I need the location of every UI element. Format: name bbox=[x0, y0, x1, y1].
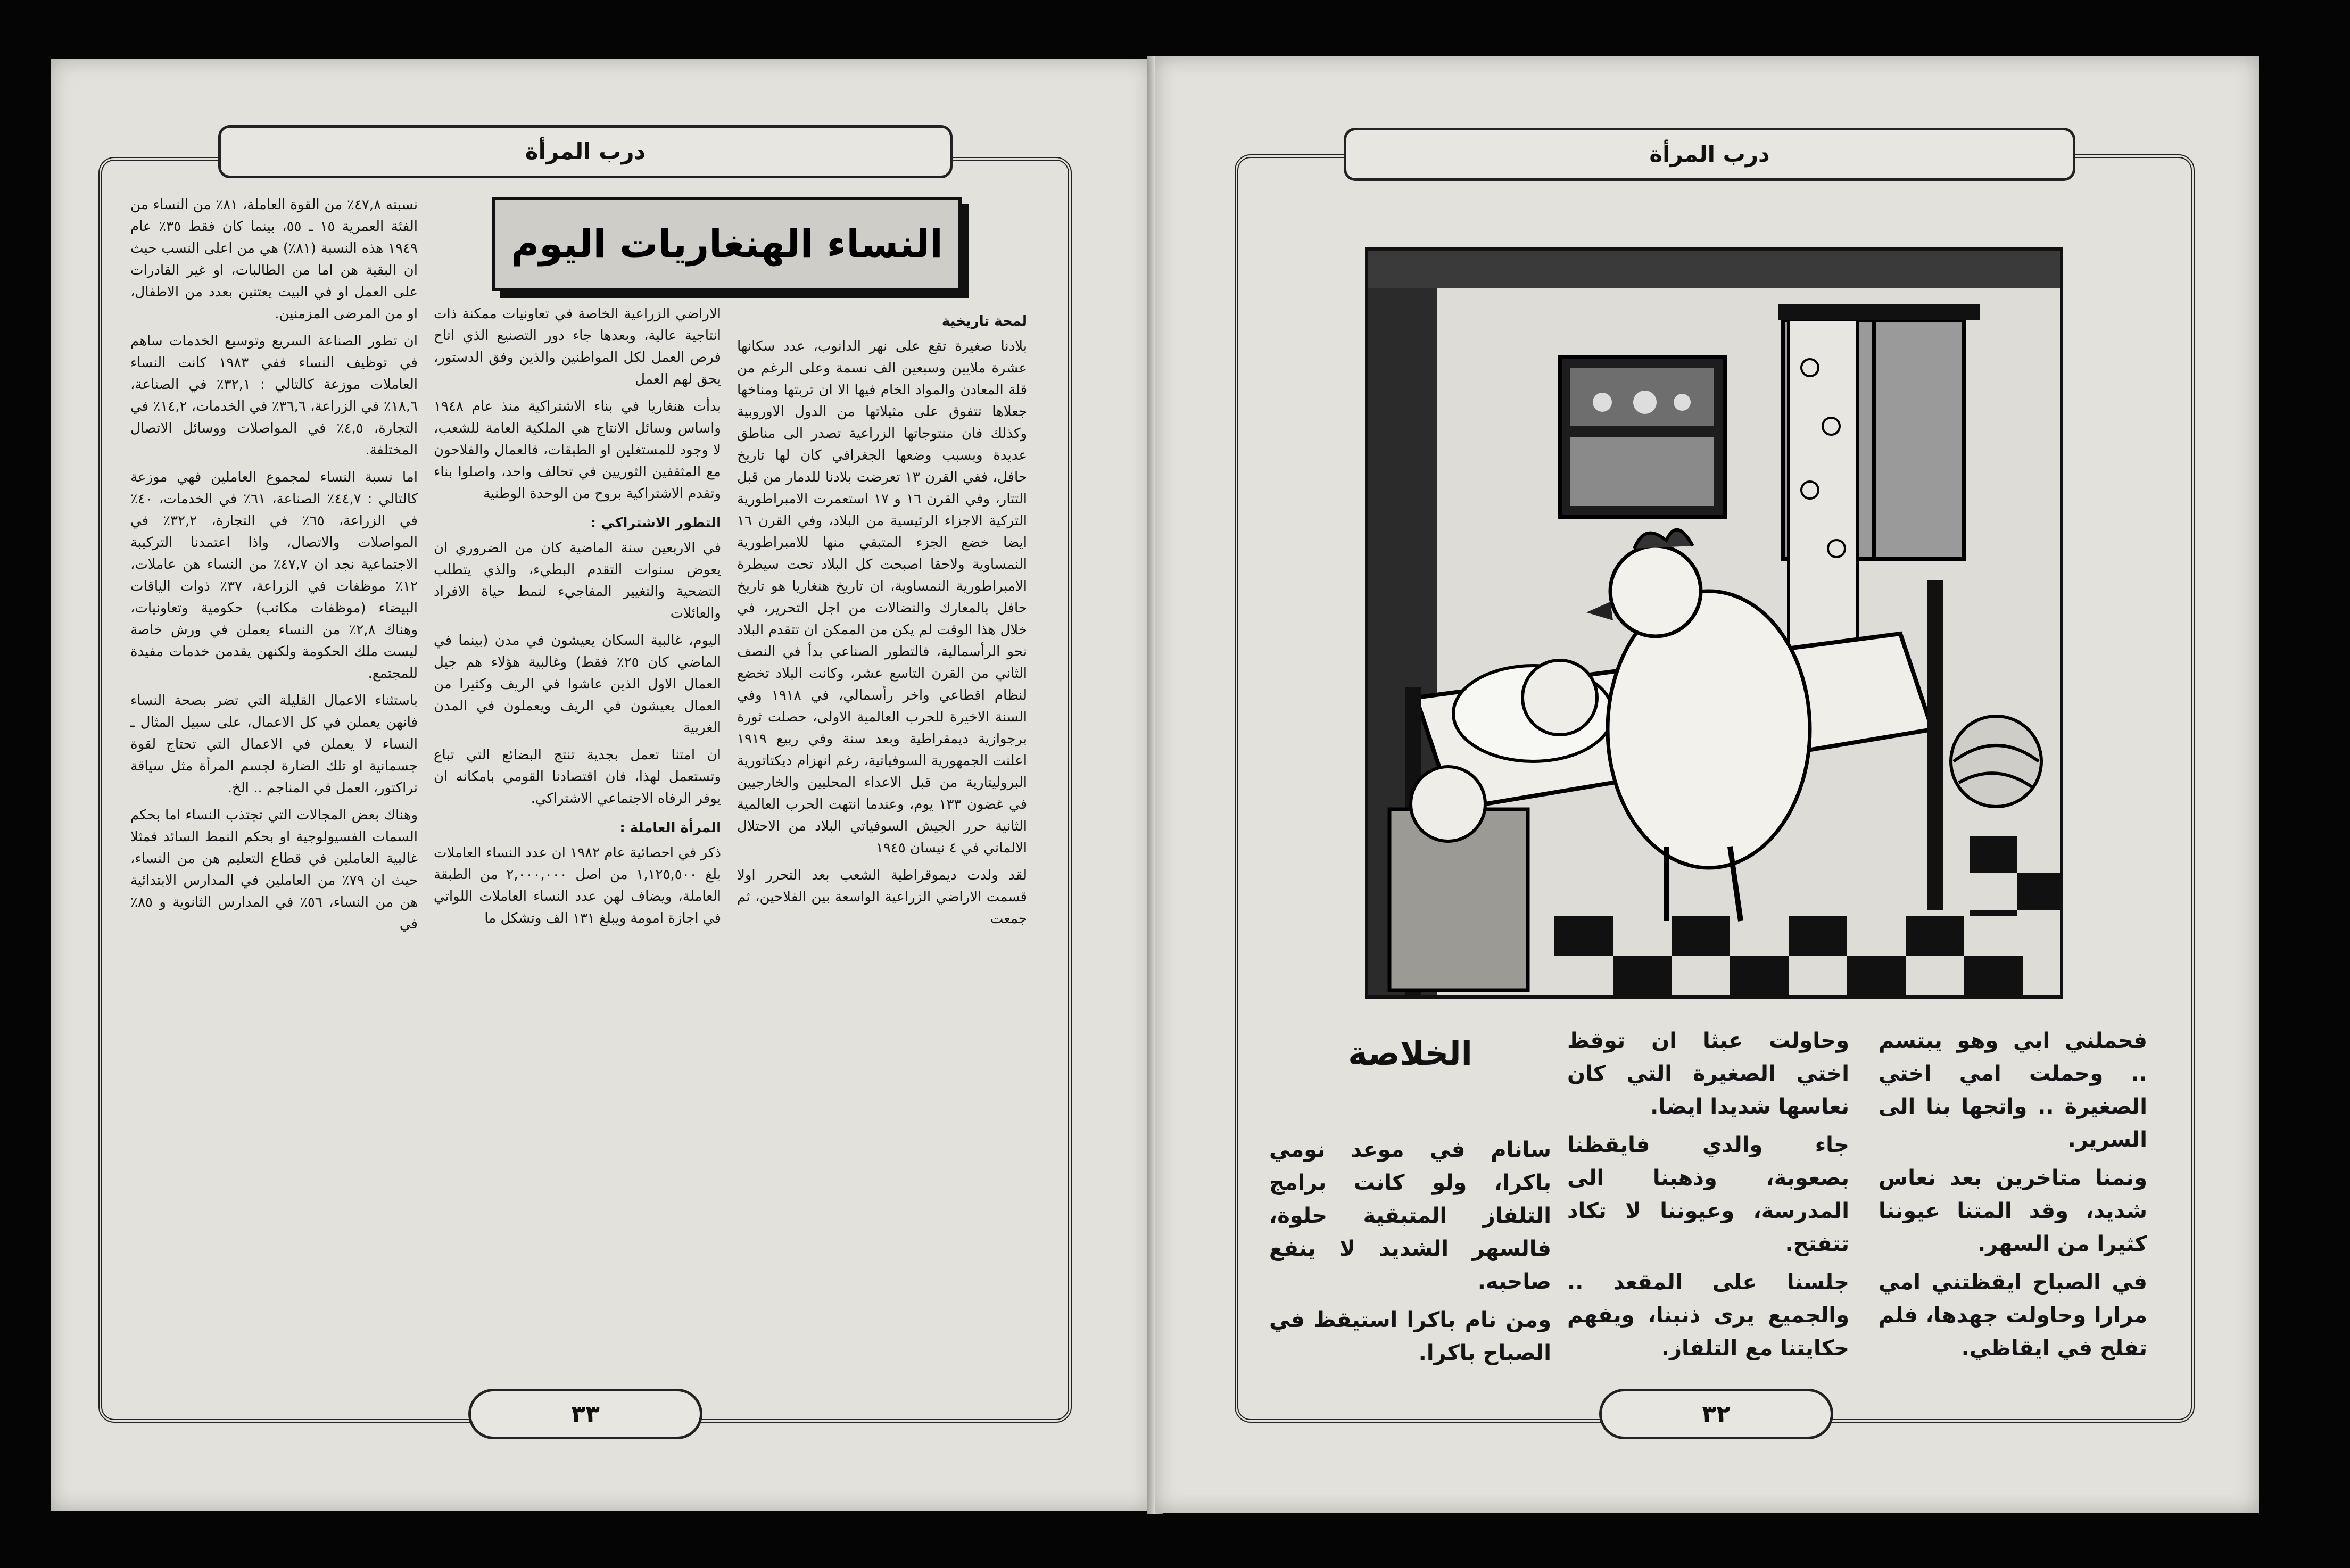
paragraph: وهناك بعض المجالات التي تجتذب النساء اما بحكم السمات الفسيولوجية او بحكم النمط السائد فمثلا غالبية العاملين في قطاع التعليم هن من النساء، حيث ان ٧٩٪ من العاملين في المدارس الابتدائية هن من النساء، ٥٦٪ في المدارس الثانوية و ٨٥٪ في bbox=[130, 807, 418, 932]
left-page-column-middle bbox=[434, 303, 721, 1383]
left-page-footer bbox=[468, 1389, 702, 1439]
paragraph: بلادنا صغيرة تقع على نهر الدانوب، عدد سكانها عشرة ملايين وسبعين الف نسمة وعلى الرغم من قلة المعادن والمواد الخام فيها الا ان تربتها ومناخها جعلاها تتفوق على مثيلاتها من الدول الاوروبية وكذلك فان منتوجاتها الزراعية تصدر الى مناطق عديدة وبسبب وضعها الجغرافي كان لها تاريخ حافل، ففي القرن ١٣ تعرضت بلادنا للدمار من قبل التتار، وفي القرن ١٦ و ١٧ استعمرت الامبراطورية التركية الاجزاء الرئيسية من البلاد، وفي القرن ١٦ ايضا خضع الجزء المتبقي منها للامبراطورية النمساوية ولاحقا اصبحت كل البلاد تحت سيطرة الامبراطورية النمساوية، ان تاريخ هنغاريا هو تاريخ حافل بالمعارك والنضالات من اجل التحرير، في خلال هذا الوقت لم يكن من الممكن ان تتقدم البلاد نحو الرأسمالية، فالتطور الصناعي بدأ في النصف الثاني من القرن التاسع عشر، وكانت البلاد تخضع لنظام اقطاعي واخر رأسمالي، في ١٩١٨ وفي السنة الاخيرة للحرب العالمية الاولى، حصلت ثورة برجوازية ديمقراطية وبعد سنة وفي ربيع ١٩١٩ اعلنت الجمهورية السوفياتية، رغم انهزام ديكتاتورية البروليتارية من قبل الاعداء المحليين والخارجيين في غضون ١٣٣ يوم، وعندما انتهت الحرب العالمية الثانية حرر الجيش السوفياتي البلاد من الاحتلال الالماني في ٤ نيسان ١٩٤٥ bbox=[737, 338, 1028, 856]
paragraph: لقد ولدت ديموقراطية الشعب بعد التحرر اولا قسمت الاراضي الزراعية الواسعة بين الفلاحين، ثم جمعت bbox=[737, 867, 1027, 927]
right-page-header bbox=[1344, 128, 2075, 181]
section-heading: التطور الاشتراكي : bbox=[590, 515, 721, 531]
child-sleeping-rooster-illustration bbox=[1365, 247, 2063, 999]
left-page-header bbox=[218, 125, 953, 178]
paragraph: سانام في موعد نومي باكرا، ولو كانت برامج التلفاز المتبقية حلوة، فالسهر الشديد لا ينفع صاحبه. bbox=[1269, 1138, 1551, 1294]
paragraph: فحملني ابي وهو يبتسم .. وحملت امي اختي الصغيرة .. واتجها بنا الى السرير. bbox=[1879, 1028, 2147, 1152]
right-page-number: ٣٢ bbox=[1702, 1400, 1731, 1428]
section-heading: المرأة العاملة : bbox=[619, 820, 721, 836]
paragraph: في الصباح ايقظتني امي مرارا وحاولت جهدها، فلم تفلح في ايقاظي. bbox=[1879, 1270, 2147, 1360]
left-page-column-left bbox=[130, 194, 418, 1383]
section-heading: لمحة تاريخية bbox=[941, 313, 1027, 329]
paragraph: ان تطور الصناعة السريع وتوسيع الخدمات ساهم في توظيف النساء ففي ١٩٨٣ كانت النساء العاملات موزعة كالتالي : ٣٢,١٪ في الصناعة، ١٨,٦٪ في الزراعة، ٣٦,٦٪ في الخدمات، ١٤,٢٪ في التجارة، ٤,٥٪ في المواصلات ووسائل الاتصال المختلفة. bbox=[130, 333, 418, 458]
paragraph: ونمنا متاخرين بعد نعاس شديد، وقد المتنا عيوننا كثيرا من السهر. bbox=[1879, 1166, 2147, 1256]
paragraph: بدأت هنغاريا في بناء الاشتراكية منذ عام ١٩٤٨ واساس وسائل الانتاج هي الملكية العامة للشعب، لا وجود للمستغلين او الطبقات، فالعمال والفلاحون مع المثقفين الثوريين في تحالف واحد، واصلوا بناء وتقدم الاشتراكية بروح من الوحدة الوطنية bbox=[434, 399, 721, 502]
right-page-column-right bbox=[1879, 1024, 2147, 1375]
article-title: النساء الهنغاريات اليوم bbox=[511, 221, 943, 266]
left-header-text: درب المرأة bbox=[525, 138, 646, 164]
summary-heading-text: الخلاصة bbox=[1348, 1034, 1472, 1073]
paragraph: جلسنا على المقعد .. والجميع يرى ذنبنا، ويفهم حكايتنا مع التلفاز. bbox=[1567, 1270, 1849, 1360]
paragraph: اليوم، غالبية السكان يعيشون في مدن (بينما في الماضي كان ٢٥٪ فقط) وغالبية هؤلاء هم جيل العمال الاول الذين عاشوا في الريف وكثيرا من العمال يعيشون في الريف ويعملون في المدن الغربية bbox=[434, 633, 721, 736]
paragraph: جاء والدي فايقظنا بصعوبة، وذهبنا الى المدرسة، وعيوننا لا تكاد تتفتح. bbox=[1567, 1133, 1849, 1256]
right-page-column-left bbox=[1269, 1133, 1551, 1378]
paragraph: اما نسبة النساء لمجموع العاملين فهي موزعة كالتالي : ٤٤,٧٪ الصناعة، ٦١٪ في الخدمات، ٤٠٪ في الزراعة، ٦٥٪ في التجارة، ٣٢,٢٪ في المواصلات والاتصال، واذا اعتمدنا التركيبة الاجتماعية نجد ان ٤٧,٧٪ من النساء هن عاملات، ١٢٪ موظفات في الزراعة، ٣٧٪ ذوات الياقات البيضاء (موظفات مكاتب) حكومية وتعاونيات، وهناك ٢,٨٪ من النساء يعملن في ورش خاصة ليست ملك الحكومة ولكنهن يقدمن خدمات مفيدة للمجتمع. bbox=[130, 469, 418, 682]
right-page-column-middle bbox=[1567, 1024, 1849, 1375]
paragraph: ذكر في احصائية عام ١٩٨٢ ان عدد النساء العاملات بلغ ١,١٢٥,٥٠٠ من اصل ٢,٠٠٠,٠٠٠ من الطبقة العاملة، ويضاف لهن عدد النساء العاملات اللواتي في اجازة امومة ويبلغ ١٣١ الف وتشكل ما bbox=[434, 845, 721, 926]
paragraph: في الاربعين سنة الماضية كان من الضروري ان يعوض سنوات التقدم البطيء، والذي يتطلب التضحية والتغيير المفاجيء لنمط حياة الافراد والعائلات bbox=[434, 540, 721, 621]
paragraph: وحاولت عبثا ان توقظ اختي الصغيرة التي كان نعاسها شديدا ايضا. bbox=[1567, 1028, 1849, 1119]
right-header-text: درب المرأة bbox=[1649, 141, 1770, 167]
paragraph: نسبته ٤٧,٨٪ من القوة العاملة، ٨١٪ من النساء من الفئة العمرية ١٥ ـ ٥٥، بينما كان فقط ٣٥٪ عام ١٩٤٩ هذه النسبة (٨١٪) هي من اعلى النسب حيث ان البقية هن اما من الطالبات، او غير القادرات على العمل او في البيت يعتنين بعدد من الاطفال، او من المرضى المزمنين. bbox=[130, 197, 418, 322]
paragraph: الاراضي الزراعية الخاصة في تعاونيات ممكنة ذات انتاجية عالية، وبعدها جاء دور التصنيع الذي اتاح فرص العمل لكل المواطنين والذين وفق الدستور، يحق لهم العمل bbox=[434, 306, 721, 387]
article-title-box bbox=[492, 197, 962, 291]
summary-heading bbox=[1282, 1030, 1538, 1077]
left-page-number: ٣٣ bbox=[571, 1400, 600, 1428]
paragraph: ان امتنا تعمل بجدية تنتج البضائع التي تباع وتستعمل لهذا، فان اقتصادنا القومي بامكانه ان يوفر الرفاه الاجتماعي الاشتراكي. bbox=[434, 747, 721, 807]
illustration-drawing bbox=[1368, 251, 2060, 995]
paragraph: باستثناء الاعمال القليلة التي تضر بصحة النساء فانهن يعملن في كل الاعمال، على سبيل المثال ـ النساء لا يعملن في الاعمال التي تحتاج لقوة جسمانية او تلك الضارة لجسم المرأة مثل سياقة تراكتور، العمل في المناجم .. الخ. bbox=[130, 693, 418, 796]
paragraph: ومن نام باكرا استيقظ في الصباح باكرا. bbox=[1269, 1308, 1551, 1365]
right-page-footer bbox=[1599, 1389, 1833, 1439]
left-page-column-right bbox=[737, 303, 1027, 1383]
